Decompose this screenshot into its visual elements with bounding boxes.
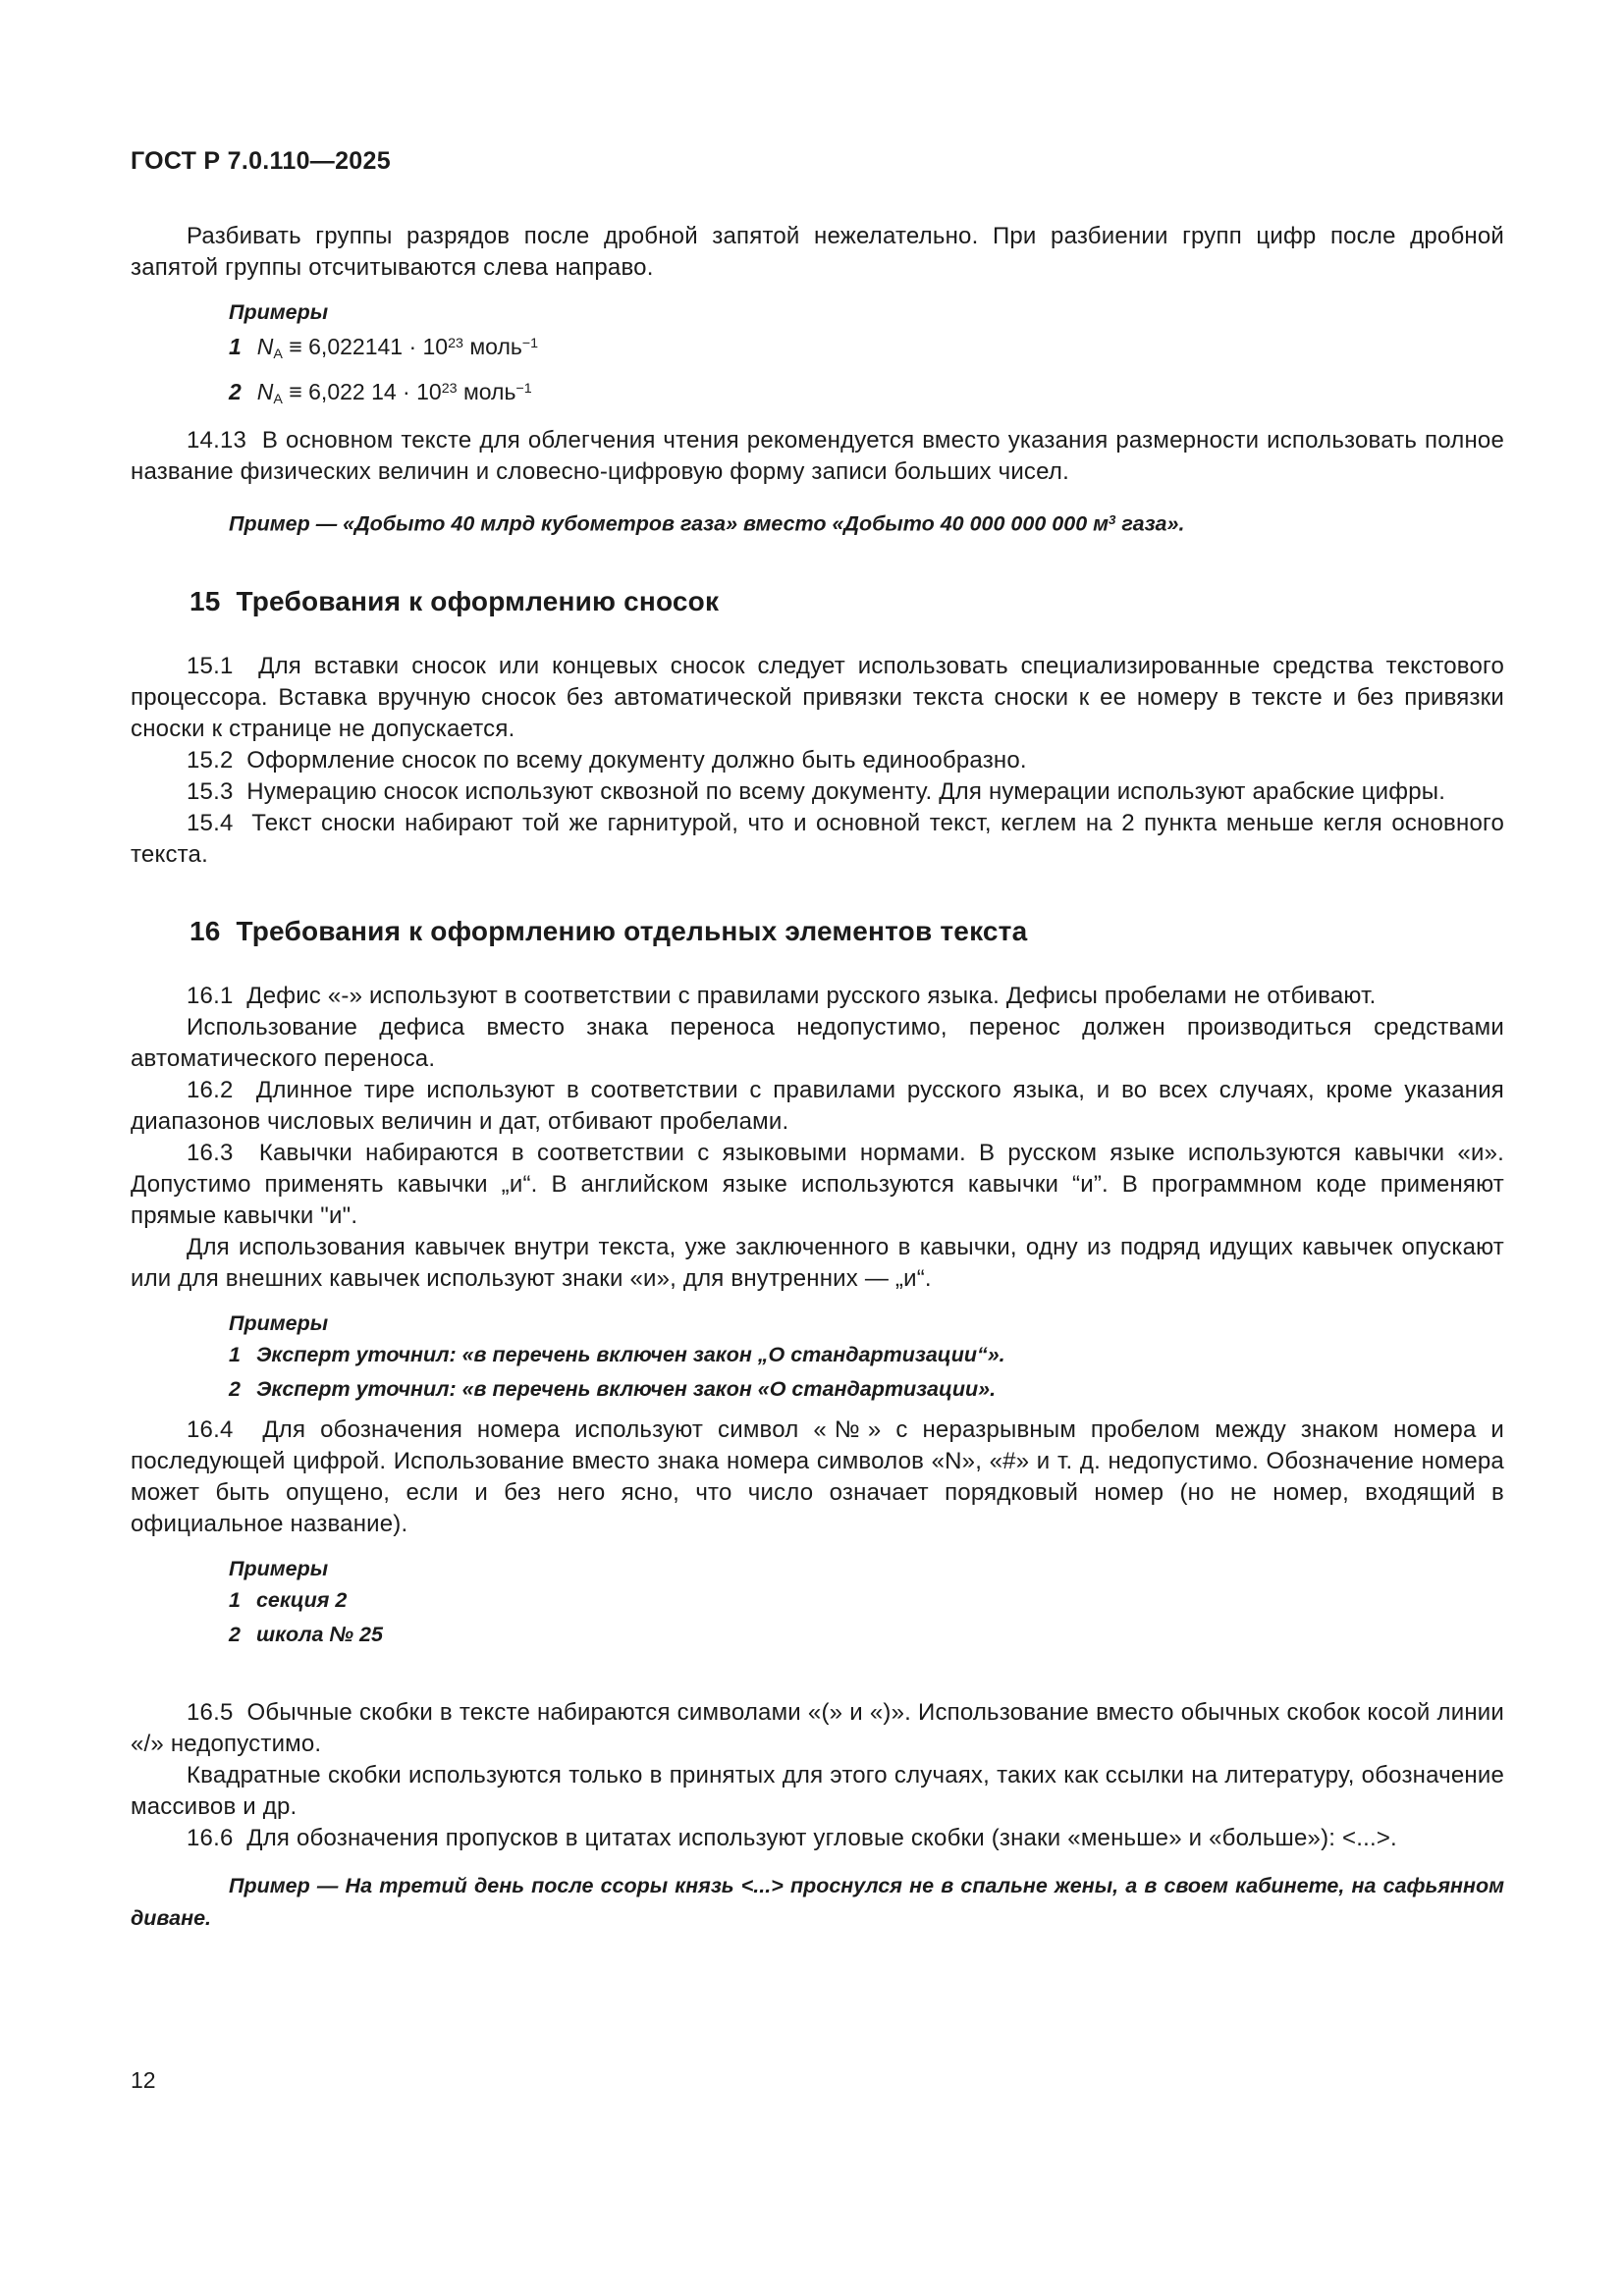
example-knyaz: Пример — На третий день после ссоры князь <...> проснулся не в спальне жены, а в своем кабинете, на сафьянном диване. [131,1873,1504,1930]
example-number: 2 [229,379,242,405]
example-number-2 [131,1618,1504,1652]
example-number: 2 [229,1376,241,1401]
example-text: секция 2 [255,1587,348,1612]
paragraph-16-5-cont: Квадратные скобки используются только в принятых для этого случаях, таких как ссылки на литературу, обозначение массивов и др. [131,1761,1504,1820]
paragraph-16-6: 16.6 Для обозначения пропусков в цитатах используют угловые скобки (знаки «меньше» и «больше»): <...>. [187,1824,1397,1851]
running-header: ГОСТ Р 7.0.110—2025 [131,147,391,175]
example-text: Эксперт уточнил: «в перечень включен закон «О стандартизации». [255,1376,997,1401]
paragraph-16-1: 16.1 Дефис «-» используют в соответствии с правилами русского языка. Дефисы пробелами не отбивают. [187,982,1377,1009]
example-number: 1 [229,1587,241,1612]
examples-block-number [131,1554,1504,1652]
example-formula-1 [131,327,1504,372]
examples-block-avogadro [131,297,1504,417]
paragraph-15-4: 15.4 Текст сноски набирают той же гарнитурой, что и основной текст, кеглем на 2 пункта меньше кегля основного текста. [131,809,1504,868]
example-number-1 [131,1583,1504,1618]
document-content [131,221,1504,1935]
example-quotes-2 [131,1372,1504,1407]
paragraph-16-3: 16.3 Кавычки набираются в соответствии с языковыми нормами. В русском языке используются кавычки «и». Допустимо применять кавычки „и“. В английском языке используются кавычки “и”. В программном коде применяют прямые кавычки "и". [131,1139,1504,1229]
paragraph-16-3-cont: Для использования кавычек внутри текста, уже заключенного в кавычки, одну из подряд идущих кавычек опускают или для внешних кавычек используют знаки «и», для внутренних — „и“. [131,1233,1504,1292]
example-formula-2 [131,372,1504,417]
page-number: 12 [131,2067,156,2093]
paragraph-16-4: 16.4 Для обозначения номера используют символ «№» с неразрывным пробелом между знаком номера и последующей цифрой. Использование вместо знака номера символов «N», «#» и т. д. недопустимо. Обозначение номера может быть опущено, если и без него ясно, что число означает порядковый номер (но не номер, входящий в официальное название). [131,1415,1504,1537]
example-text: школа № 25 [255,1622,383,1646]
example-number: 2 [229,1622,241,1646]
paragraph-15-1: 15.1 Для вставки сносок или концевых сносок следует использовать специализированные средства текстового процессора. Вставка вручную сносок без автоматической привязки текста сноски к ее номеру в тексте и без привязки сноски к странице не допускается. [131,652,1504,742]
examples-block-quotes [131,1308,1504,1407]
paragraph-16-2: 16.2 Длинное тире используют в соответствии с правилами русского языка, и во всех случаях, кроме указания диапазонов числовых величин и дат, отбивают пробелами. [131,1076,1504,1135]
example-text: Эксперт уточнил: «в перечень включен закон „О стандартизации“». [255,1342,1005,1366]
paragraph-16-1-cont: Использование дефиса вместо знака переноса недопустимо, перенос должен производиться средствами автоматического переноса. [131,1013,1504,1072]
paragraph-15-3: 15.3 Нумерацию сносок используют сквозной по всему документу. Для нумерации используют арабские цифры. [187,777,1446,805]
examples-label: Примеры [229,1556,329,1580]
examples-label: Примеры [229,300,329,324]
example-number: 1 [229,1342,241,1366]
paragraph-15-2: 15.2 Оформление сносок по всему документу должно быть единообразно. [187,746,1027,774]
example-gas: Пример — «Добыто 40 млрд кубометров газа» вместо «Добыто 40 000 000 000 $м^3$ газа». [229,511,1185,536]
examples-label: Примеры [229,1310,329,1335]
paragraph-16-5: 16.5 Обычные скобки в тексте набираются символами «(» и «)». Использование вместо обычных скобок косой линии «/» недопустимо. [131,1698,1504,1757]
section-heading-15: 15 Требования к оформлению сносок [189,585,720,616]
example-number: 1 [229,334,242,360]
section-heading-16: 16 Требования к оформлению отдельных элементов текста [189,915,1028,946]
example-formula-text: NA ≡ $6,022141 \cdot 10^{23}$ моль$^{-1}$ [256,334,539,363]
paragraph-digit-groups: Разбивать группы разрядов после дробной запятой нежелательно. При разбиении групп цифр после дробной запятой группы отсчитываются слева направо. [131,223,1504,281]
example-quotes-1 [131,1338,1504,1372]
paragraph-14-13: 14.13 В основном тексте для облегчения чтения рекомендуется вместо указания размерности использовать полное название физических величин и словесно-цифровую форму записи больших чисел. [131,427,1504,486]
example-formula-text: NA ≡ 6,022 $14 \cdot 10^{23}$ моль$^{-1}$ [256,379,532,408]
